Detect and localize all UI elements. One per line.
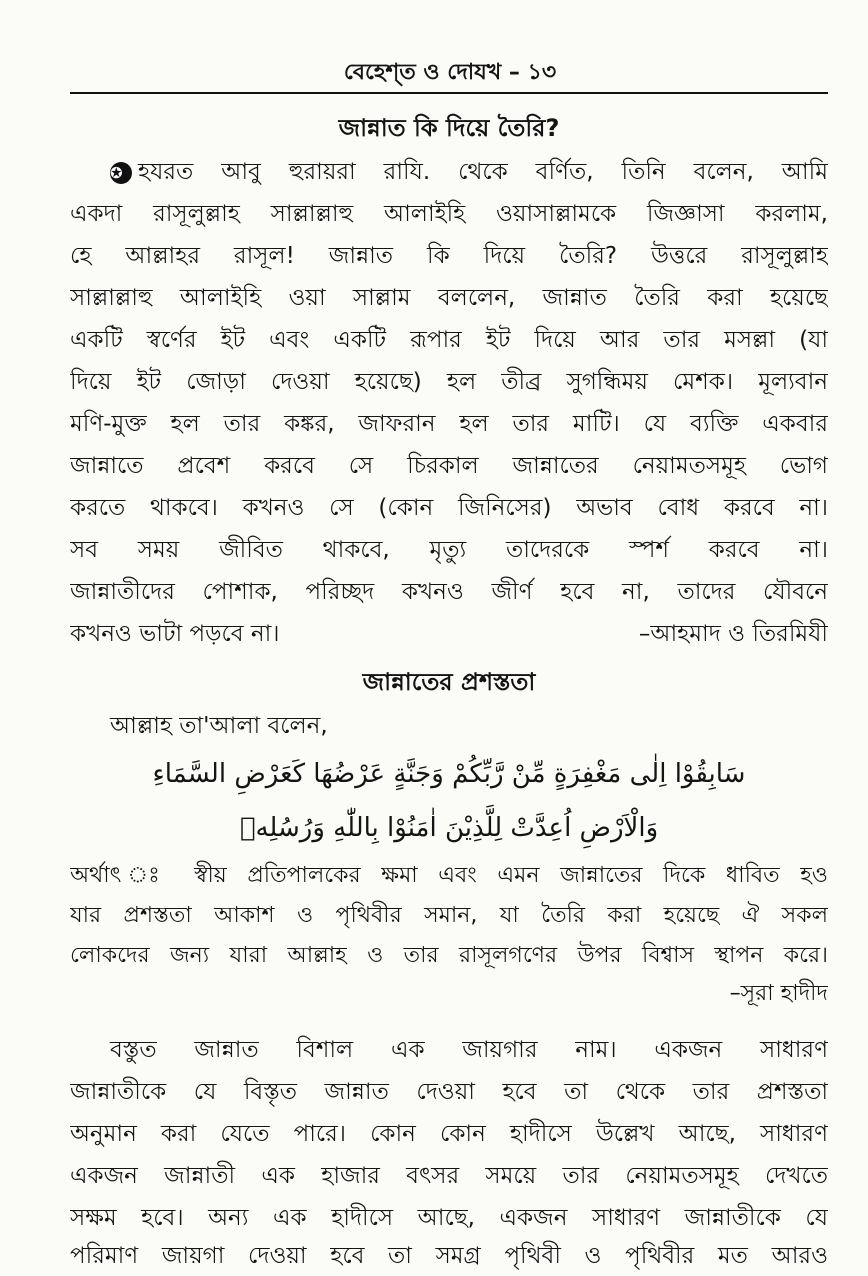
paragraph-line: একজন জান্নাতী এক হাজার বৎসর সময়ে তার নেয়ামতসমূহ দেখতে bbox=[70, 1163, 828, 1189]
hadith-source: –আহমাদ ও তিরমিযী bbox=[638, 621, 828, 647]
paragraph-line: জান্নাতে প্রবেশ করবে সে চিরকাল জান্নাতের নেয়ামতসমূহ ভোগ bbox=[70, 453, 828, 479]
paragraph-line: দিয়ে ইট জোড়া দেওয়া হয়েছে) হল তীব্র সুগন্ধিময় মেশক। মূল্যবান bbox=[70, 369, 828, 395]
paragraph-line: পরিমাণ জায়গা দেওয়া হবে তা সমগ্র পৃথিবী ও পৃথিবীর মত আরও bbox=[70, 1243, 828, 1269]
paragraph-line: সাল্লাল্লাহু আলাইহি ওয়া সাল্লাম বললেন, জান্নাত তৈরি করা হয়েছে bbox=[70, 285, 828, 311]
surah-source: –সূরা হাদীদ bbox=[729, 981, 828, 1006]
paragraph-line: সব সময় জীবিত থাকবে, মৃত্যু তাদেরকে স্পর্শ করবে না। bbox=[70, 537, 828, 563]
header-rule bbox=[70, 92, 828, 94]
paragraph-line-end: কখনও ভাটা পড়বে না। bbox=[70, 621, 280, 647]
arabic-verse-line-1: سَابِقُوْا اِلٰى مَغْفِرَةٍ مِّنْ رَّبِّكُمْ وَجَنَّةٍ عَرْضُهَا كَعَرْضِ السَّمَاءِ bbox=[152, 759, 746, 789]
paragraph-line: করতে থাকবে। কখনও সে (কোন জিনিসের) অভাব বোধ করবে না। bbox=[70, 495, 828, 521]
paragraph-last-line bbox=[70, 614, 828, 654]
arabic-verse-line-2: وَالْاَرْضِ اُعِدَّتْ لِلَّذِيْنَ اٰمَنُوْا بِاللّٰهِ وَرُسُلِهٖ bbox=[239, 813, 659, 843]
translation-line: যার প্রশস্ততা আকাশ ও পৃথিবীর সমান, যা তৈরি করা হয়েছে ঐ সকল bbox=[70, 903, 828, 928]
paragraph-line: জান্নাতীকে যে বিস্তৃত জান্নাত দেওয়া হবে তা থেকে তার প্রশস্ততা bbox=[70, 1079, 828, 1105]
quote-intro: আল্লাহ তা'আলা বলেন, bbox=[110, 713, 328, 739]
paragraph-line: মণি-মুক্ত হল তার কঙ্কর, জাফরান হল তার মাটি। যে ব্যক্তি একবার bbox=[70, 411, 828, 437]
paragraph-line: হে আল্লাহর রাসূল! জান্নাত কি দিয়ে তৈরি? উত্তরে রাসূলুল্লাহ bbox=[70, 243, 828, 269]
paragraph-line: একদা রাসূলুল্লাহ সাল্লাল্লাহু আলাইহি ওয়াসাল্লামকে জিজ্ঞাসা করলাম, bbox=[70, 201, 828, 227]
paragraph-line: সক্ষম হবে। অন্য এক হাদীসে আছে, একজন সাধারণ জান্নাতীকে যে bbox=[70, 1205, 828, 1231]
translation-line: অর্থাৎ ঃ স্বীয় প্রতিপালকের ক্ষমা এবং এমন জান্নাতের দিকে ধাবিত হও bbox=[70, 863, 828, 888]
paragraph-line: অনুমান করা যেতে পারে। কোন কোন হাদীসে উল্লেখ আছে, সাধারণ bbox=[70, 1121, 828, 1147]
section-heading-jannat-made-of: জান্নাত কি দিয়ে তৈরি? bbox=[338, 114, 560, 142]
running-header: বেহেশ্‌ত ও দোযখ – ১৩ bbox=[343, 60, 557, 85]
paragraph-line: বস্তুত জান্নাত বিশাল এক জায়গার নাম। একজন সাধারণ bbox=[110, 1037, 828, 1063]
paragraph-line: ✪ হযরত আবু হুরায়রা রাযি. থেকে বর্ণিত, তিনি বলেন, আমি bbox=[110, 159, 828, 185]
translation-line: লোকদের জন্য যারা আল্লাহ ও তার রাসূলগণের উপর বিশ্বাস স্থাপন করে। bbox=[70, 943, 828, 968]
paragraph-line: একটি স্বর্ণের ইট এবং একটি রূপার ইট দিয়ে আর তার মসল্লা (যা bbox=[70, 327, 828, 353]
paragraph-line: জান্নাতীদের পোশাক, পরিচ্ছদ কখনও জীর্ণ হবে না, তাদের যৌবনে bbox=[70, 579, 828, 605]
star-bullet-icon: ✪ bbox=[110, 162, 132, 184]
section-heading-jannat-width: জান্নাতের প্রশস্ততা bbox=[362, 668, 536, 696]
